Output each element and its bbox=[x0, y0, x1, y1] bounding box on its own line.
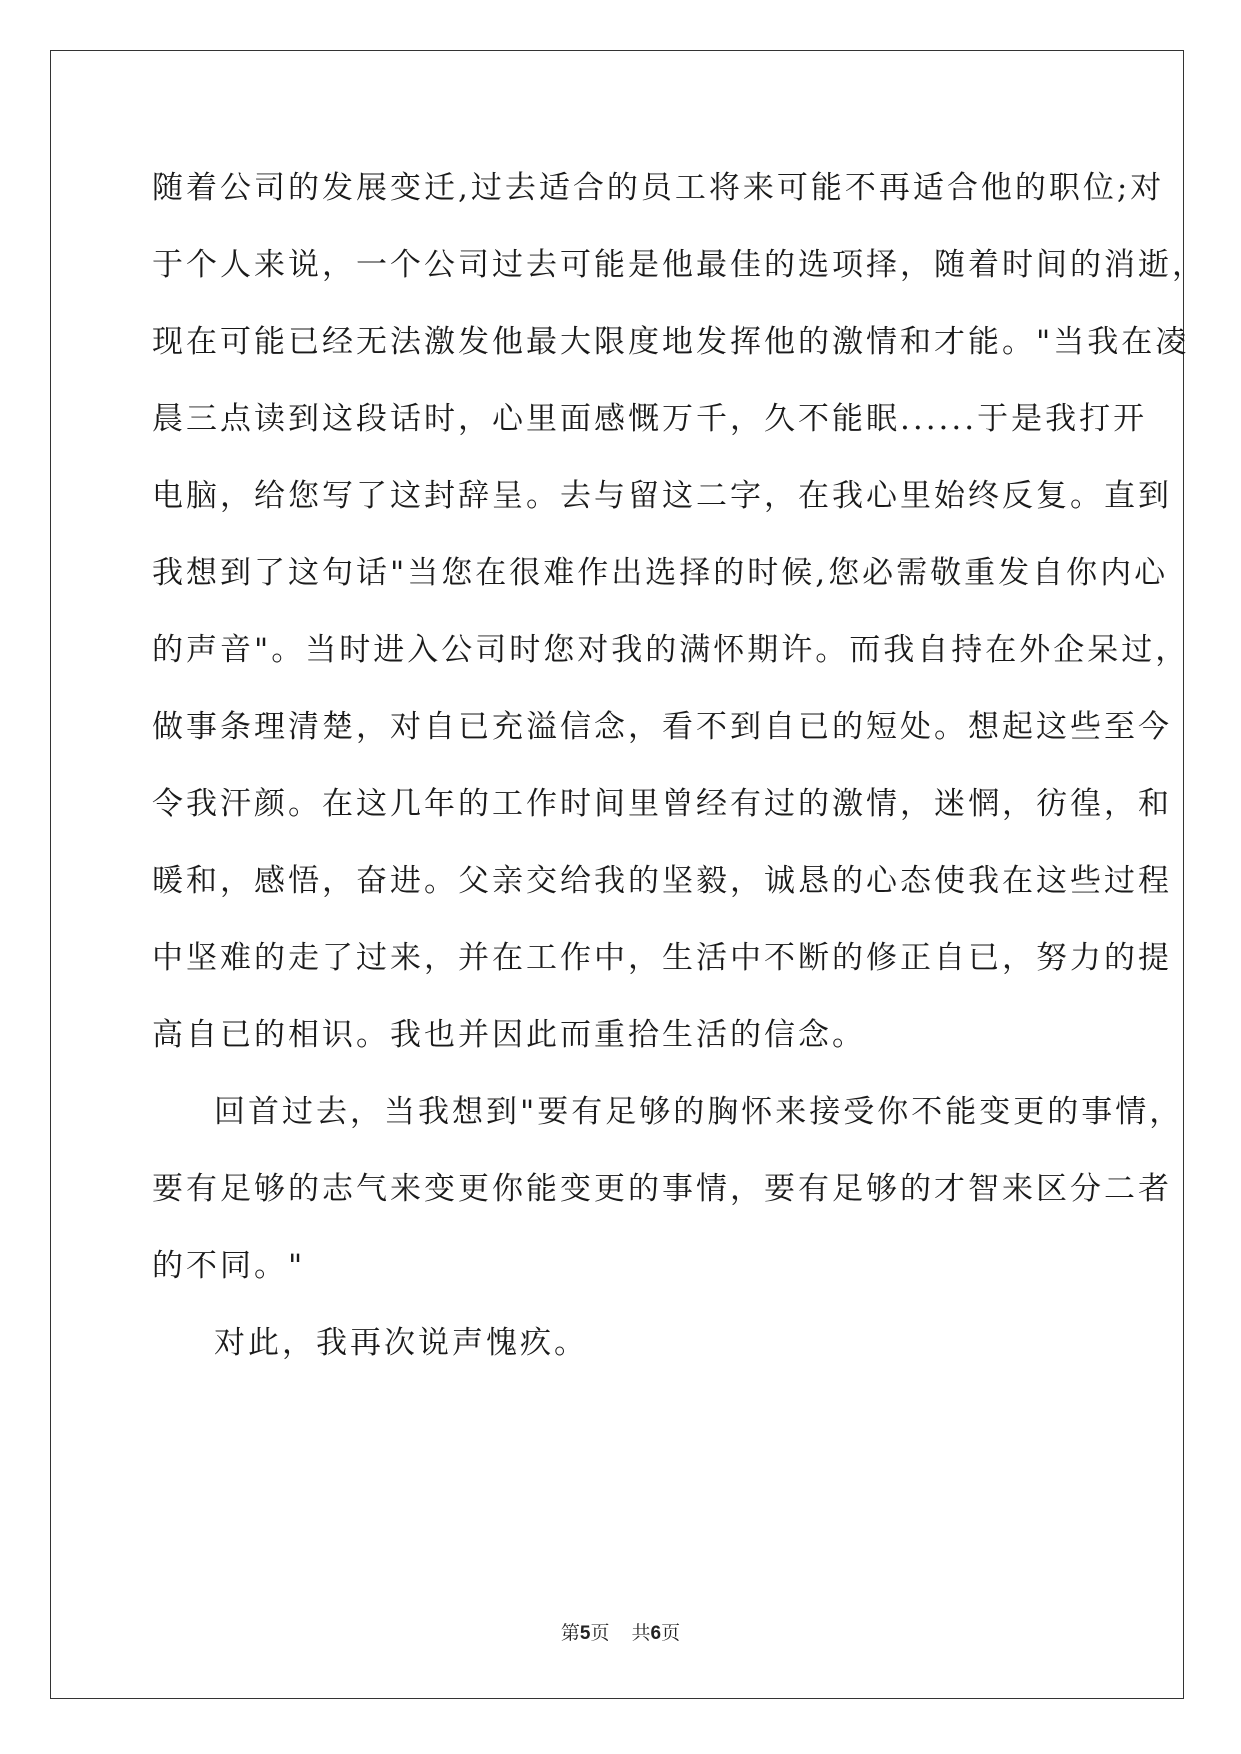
text-line: 中坚难的走了过来，并在工作中，生活中不断的修正自已，努力的提 bbox=[152, 940, 1172, 976]
text-line: 令我汗颜。在这几年的工作时间里曾经有过的激情，迷惘，彷徨，和 bbox=[152, 786, 1172, 822]
page-total-suffix: 页 bbox=[661, 1622, 681, 1644]
text-line: 现在可能已经无法激发他最大限度地发挥他的激情和才能。"当我在凌 bbox=[152, 324, 1190, 360]
paragraph-1 bbox=[152, 150, 1206, 1074]
text-line: 的不同。" bbox=[152, 1248, 306, 1284]
text-line: 对此，我再次说声愧疚。 bbox=[214, 1325, 588, 1361]
page-number-current: 5 bbox=[579, 1623, 591, 1644]
page-total-prefix: 共 bbox=[631, 1622, 651, 1644]
text-line: 于个人来说，一个公司过去可能是他最佳的选项择，随着时间的消逝， bbox=[152, 247, 1206, 283]
page-footer bbox=[0, 1618, 1241, 1645]
text-line: 电脑，给您写了这封辞呈。去与留这二字，在我心里始终反复。直到 bbox=[152, 478, 1172, 514]
text-line: 随着公司的发展变迁,过去适合的员工将来可能不再适合他的职位;对 bbox=[152, 170, 1165, 206]
page-number-suffix: 页 bbox=[590, 1622, 610, 1644]
page-number-prefix: 第 bbox=[560, 1622, 580, 1644]
text-line: 要有足够的志气来变更你能变更的事情，要有足够的才智来区分二者 bbox=[152, 1171, 1172, 1207]
document-body bbox=[152, 150, 1206, 1382]
text-line: 高自已的相识。我也并因此而重拾生活的信念。 bbox=[152, 1017, 866, 1053]
paragraph-2 bbox=[152, 1074, 1184, 1305]
paragraph-3 bbox=[152, 1305, 1092, 1382]
text-line: 的声音"。当时进入公司时您对我的满怀期许。而我自持在外企呆过， bbox=[152, 632, 1190, 668]
text-line: 我想到了这句话"当您在很难作出选择的时候,您必需敬重发自你内心 bbox=[152, 555, 1169, 591]
text-line: 晨三点读到这段话时，心里面感慨万千，久不能眠......于是我打开 bbox=[152, 401, 1148, 437]
text-line: 回首过去，当我想到"要有足够的胸怀来接受你不能变更的事情， bbox=[214, 1094, 1184, 1130]
text-line: 做事条理清楚，对自已充溢信念，看不到自已的短处。想起这些至今 bbox=[152, 709, 1172, 745]
page-number-total: 6 bbox=[650, 1623, 662, 1644]
text-line: 暖和，感悟，奋进。父亲交给我的坚毅，诚恳的心态使我在这些过程 bbox=[152, 863, 1172, 899]
